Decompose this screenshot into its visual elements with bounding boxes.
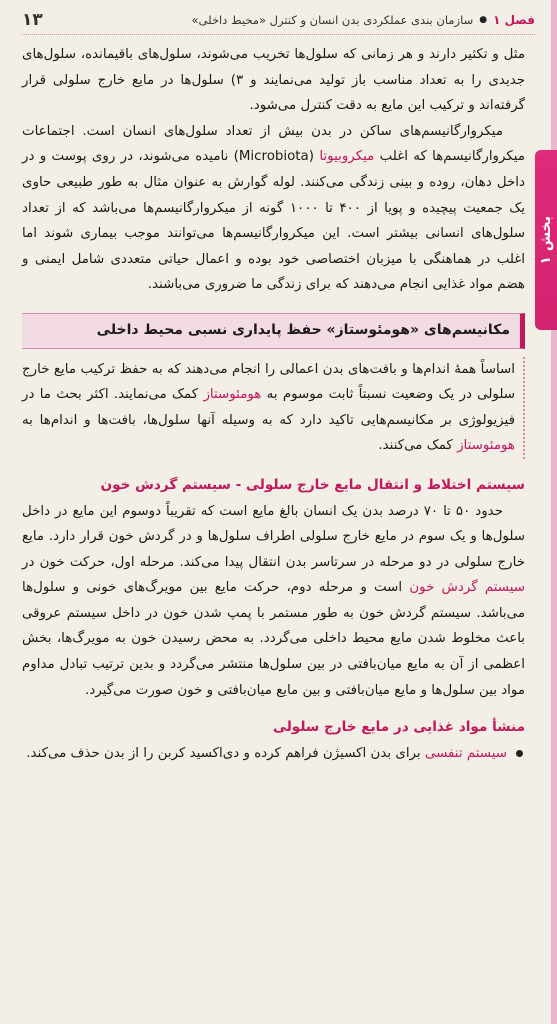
chapter-title: سازمان بندی عملکردی بدن انسان و کنترل «محیط داخلی»	[191, 13, 474, 27]
micro-text-b: (Microbiota) نامیده می‌شوند، در روی پوست و در داخل دهان، روده و بینی زندگی می‌کنند. لوله گوارش به عنوان مثال به طور طبیعی حاوی یک جمعیت پیچیده و پویا از ۴۰۰ تا ۱۰۰۰ گونه از میکروارگانیسم‌ها می‌باشد که از تعداد سلول‌های انسانی بیشتر است. این میکروارگانیسم‌ها می‌توانند موجب بیماری شوند اما اغلب در هماهنگی با میزبان اختصاصی خود بوده و اعمال حیاتی متعددی شامل ایمنی و هضم مواد غذایی انجام می‌دهند که برای زندگی ما ضروری می‌باشند.	[22, 149, 525, 293]
main-text	[22, 42, 525, 766]
microbiota-paragraph	[22, 119, 525, 298]
circ-text-b: است و مرحله دوم، حرکت مایع بین مویرگ‌های خونی و سلول‌ها می‌باشد. سیستم گردش خون به طور مستمر با پمپ شدن خون در داخل سیستم عروقی باعث مخلوط شدن مایع محیط داخلی می‌گردد. به محض رسیدن خون به مویرگ‌ها، بخش اعظمی از آن به مایع میان‌بافتی در بین سلول‌ها منتشر می‌گردد و بدین ترتیب تبادل مداوم مواد بین سلول‌ها و مایع میان‌بافتی و بین مایع میان‌بافتی و خون صورت می‌گیرد.	[22, 580, 525, 698]
micro-text-a: میکروارگانیسم‌های ساکن در بدن بیش از تعداد سلول‌های انسان است. اجتماعات میکروارگانیسم‌ها که اغلب	[22, 123, 526, 165]
circulatory-system-term: سیستم گردش خون	[409, 580, 525, 596]
circulation-paragraph	[22, 499, 525, 704]
respiratory-bullet	[22, 741, 525, 767]
homeostasis-paragraph	[22, 357, 525, 459]
bullet-icon	[516, 750, 523, 757]
header-title-group	[192, 13, 535, 27]
page-number: ۱۳	[22, 10, 43, 30]
page-header	[22, 6, 535, 34]
section-heading-homeostasis: مکانیسم‌های «هومئوستاز» حفظ پایداری نسبی محیط داخلی	[22, 313, 525, 349]
subheading-circulation: سیستم اختلاط و انتقال مایع خارج سلولی - سیستم گردش خون	[100, 476, 525, 493]
respiratory-system-term: سیستم تنفسی	[424, 745, 507, 761]
intro-paragraph: مثل و تکثیر دارند و هر زمانی که سلول‌ها تخریب می‌شوند، سلول‌های باقیمانده، سلول‌های جدیدی را به تعداد مناسب باز تولید می‌نمایند و ۳) سلول‌ها در مایع خارج سلولی قرار گرفته‌اند و ترکیب این مایع به دقت کنترل می‌شود.	[22, 47, 525, 114]
header-bullet-icon: ●	[479, 15, 488, 25]
homeo-text-b: کمک می‌نمایند. اکثر بحث ما در فیزیولوژی بر مکانیسم‌هایی تاکید دارد که به وسیله آنها سلول‌ها، بافت‌ها و اندام‌ها به	[22, 387, 515, 428]
side-tab-label: بخش ۱	[538, 215, 554, 265]
homeostasis-term-1: هومئوستاز	[203, 387, 262, 403]
homeo-text-a: اساساً همهٔ اندام‌ها و بافت‌های بدن اعمالی را انجام می‌دهند که به حفظ ترکیب مایع خارج سلولی در یک وضعیت نسبتاً ثابت موسوم به	[22, 361, 515, 403]
header-divider	[22, 34, 535, 35]
subheading-nutrients-origin: منشأ مواد غذایی در مایع خارج سلولی	[272, 719, 525, 736]
microbiota-term: میکروبیوتا	[319, 149, 375, 165]
respiratory-text: برای بدن اکسیژن فراهم کرده و دی‌اکسید کربن را از بدن حذف می‌کند.	[26, 745, 425, 761]
section-side-tab	[535, 150, 557, 330]
homeostasis-term-2: هومئوستاز	[457, 438, 515, 454]
chapter-label: فصل ۱	[493, 13, 535, 27]
circ-text-a: حدود ۵۰ تا ۷۰ درصد بدن یک انسان بالغ مایع است که تقریباً دوسوم این مایع در داخل سلول‌ها و یک سوم در مایع خارج سلولی اطراف سلول‌ها و در گردش خون قرار دارد. مایع خارج سلولی در دو مرحله در سرتاسر بدن انتقال پیدا می‌کند. مرحله اول، حرکت خون در	[22, 503, 525, 570]
homeo-text-c: کمک می‌کنند.	[378, 438, 458, 454]
